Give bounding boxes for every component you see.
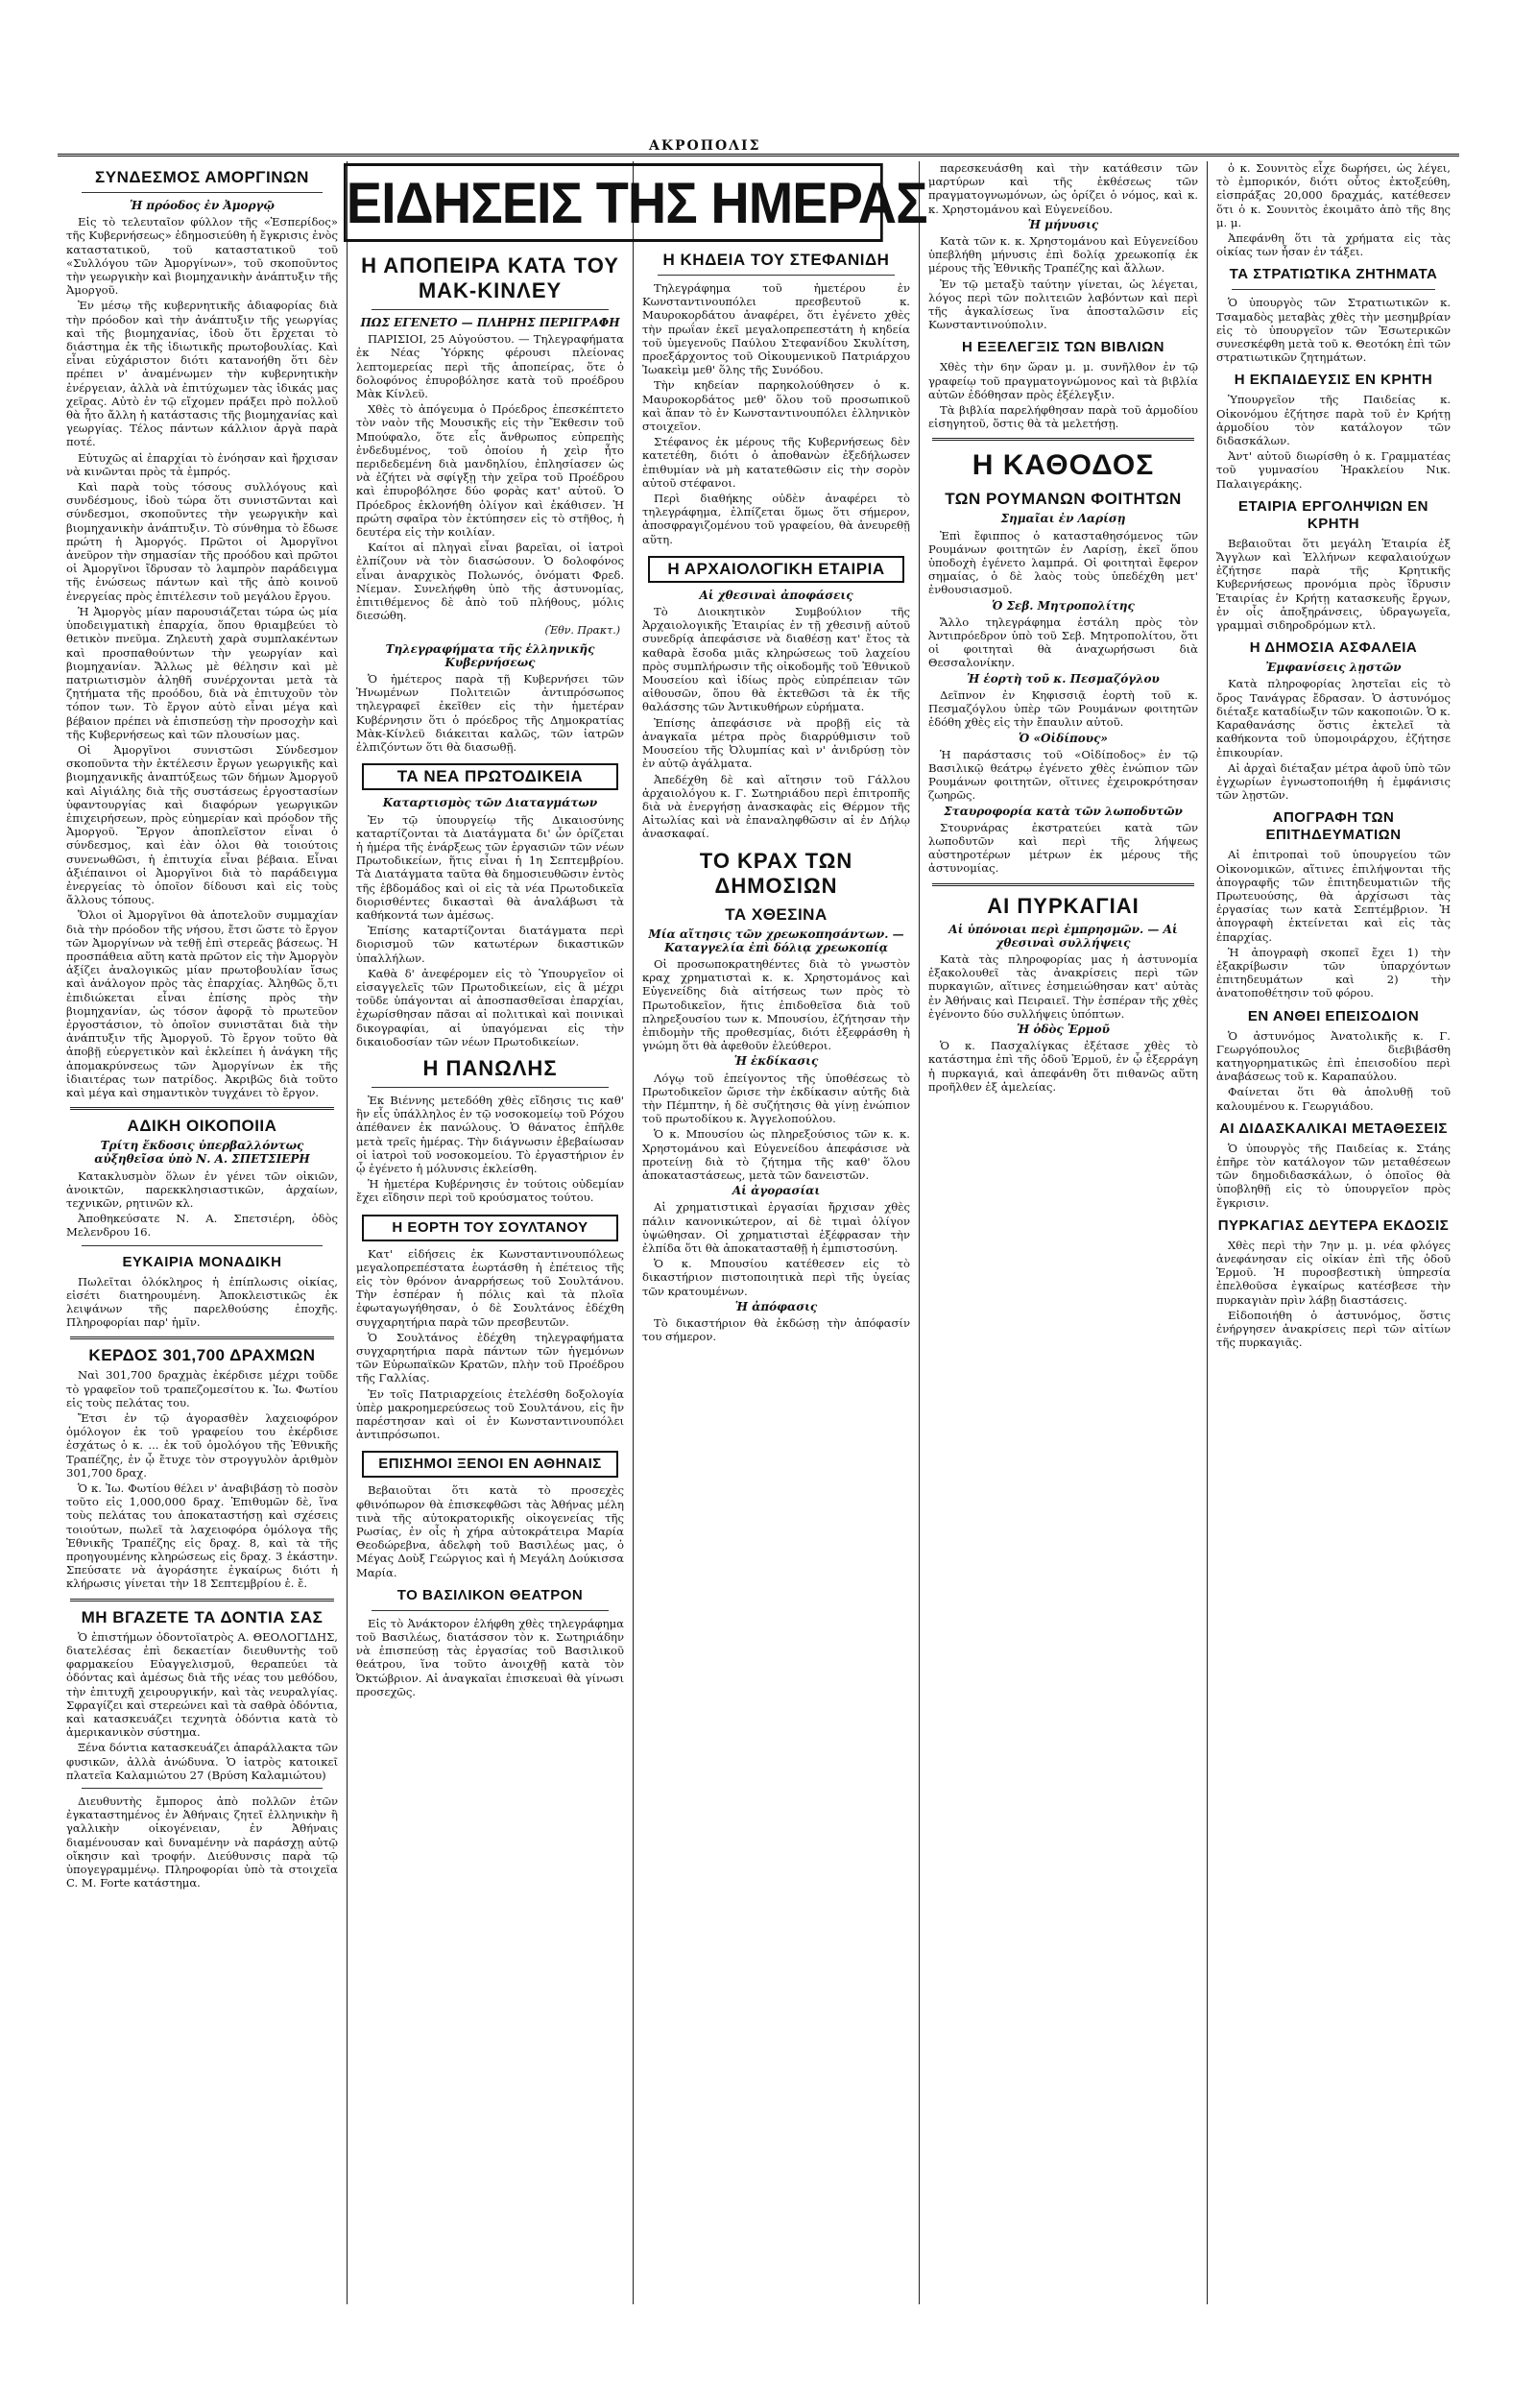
paragraph: παρεσκευάσθη καὶ τὴν κατάθεσιν τῶν μαρτύρων καὶ τῆς ἐκθέσεως τῶν πραγματογνωμόνων, ὡς ὁρίζει ὁ νόμος, καὶ κ. κ. Χρηστομάνου καὶ Εὐγενείδου. (928, 161, 1198, 216)
running-head: ΑΚΡΟΠΟΛΙΣ (643, 138, 766, 154)
paragraph: Ὁ ἡμέτερος παρὰ τῇ Κυβερνήσει τῶν Ἡνωμένων Πολιτειῶν ἀντιπρόσωπος τηλεγραφεῖ ἐκεῖθεν εἰς τὴν ἡμετέραν Κυβέρνησιν ὅτι ὁ πρόεδρος τῆς Δημοκρατίας Μὰκ-Κίνλεϋ διάκειται καλῶς, τῶν ἰατρῶν ἐλπιζόντων ὅτι θὰ διασωθῇ. (356, 672, 624, 755)
column-1 (58, 161, 348, 2304)
subhead: Καταρτισμὸς τῶν Διαταγμάτων (382, 796, 598, 810)
paragraph: Ἐπὶ ἔφιππος ὁ κατασταθησόμενος τῶν Ρουμάνων φοιτητῶν ἐν Λαρίσῃ, ἐκεῖ ὅπου ὑποδοχὴ ἐγένετο λαμπρά. Οἱ φοιτηταὶ ἔφερον σημαίας, ὁ δὲ λαὸς τοὺς ὑπεδέχθη μετ' ἐνθουσιασμοῦ. (928, 528, 1198, 597)
paragraph: Ὅλοι οἱ Ἀμοργῖνοι θὰ ἀποτελοῦν συμμαχίαν διὰ τὴν πρόοδον τῆς νήσου, ἔτσι ὥστε τὸ ἔργον τῶν Ἀμοργίνων νὰ τεθῇ ἐπὶ στερεᾶς βάσεως. Ἡ προσπάθεια αὕτη κατὰ πρῶτον εἰς τὴν Ἀμοργὸν ἀξίζει ἀναλογικῶς μίαν πρωτοβουλίαν ἴσως καὶ ἀνάλογον πρὸς τὰς ἐπαρχίας. Ἀληθῶς ὅ,τι ἐπιδιώκεται εἶναι ἐπίσης πρὸς τὴν βιομηχανίαν, ὡς τόσον ἀφορᾷ τὸ πρωτεῦον ἐργοστάσιον, τὸ ὁποῖον συνιστᾶται διὰ τὴν ἀνάπτυξιν τῆς Ἀμοργοῦ. Τὸ ἔργον τοῦτο θὰ ἀποβῇ εὐεργετικὸν καὶ ἐκλείπει ἡ ἀνάγκη τῆς ἀπομακρύνσεως τῶν Ἀμοργίνων ἐκ τῆς ἰδιαιτέρας των πατρίδος. Ἀκριβῶς διὰ τοῦτο καὶ μέγα καὶ σημαντικὸν τυγχάνει τὸ ἔργον. (66, 908, 338, 1099)
paragraph: Ὁ ὑπουργὸς τῶν Στρατιωτικῶν κ. Τσαμαδὸς μεταβὰς χθὲς τὴν μεσημβρίαν εἰς τὸ ὑπουργεῖον τῶν Ἐσωτερικῶν συνεσκέφθη μετὰ τοῦ κ. Θεοτόκη ἐπὶ τῶν στρατιωτικῶν ζητημάτων. (1216, 296, 1451, 365)
subhead: Αἱ ὑπόνοιαι περὶ ἐμπρησμῶν. — Αἱ χθεσιναὶ συλλήψεις (948, 922, 1178, 950)
headline-kathodos: Η ΚΑΘΟΔΟΣ (972, 449, 1155, 482)
headline-pyrkagiai: ΑΙ ΠΥΡΚΑΓΙΑΙ (987, 893, 1140, 918)
subhead: Ἡ πρόοδος ἐν Ἀμοργῷ (130, 199, 275, 212)
paragraph: Χθὲς τὸ ἀπόγευμα ὁ Πρόεδρος ἐπεσκέπτετο τὸν ναὸν τῆς Μουσικῆς εἰς τὴν Ἔκθεσιν τοῦ Μπούφαλο, ὅτε εἷς ἄνθρωπος εὐπρεπὴς ἐνδεδυμένος, τοῦ ὁποίου ἡ χεὶρ ἦτο περιδεδεμένη διὰ μανδηλίου, ἐπλησίασεν ὡς νὰ ἐζήτει νὰ σφίγξῃ τὴν χεῖρα τοῦ Προέδρου καὶ ἐπυροβόλησε δύο φορὰς κατ' αὐτοῦ. Ὁ Πρόεδρος ἐκλονήθη ὀλίγον καὶ ἐκάθισεν. Ἡ πρώτη σφαῖρα τὸν ἐκτύπησεν εἰς τὸ στῆθος, ἡ δευτέρα εἰς τὴν κοιλίαν. (356, 402, 624, 540)
paragraph: Αἱ ἐπιτροπαὶ τοῦ ὑπουργείου τῶν Οἰκονομικῶν, αἵτινες ἐπιλήψονται τῆς ἀπογραφῆς τῶν ἐπιτηδευματιῶν τῆς Πρωτευούσης, θὰ ἀρχίσωσι τὰς ἐργασίας των κατὰ Σεπτέμβριον. Ἡ ἀπογραφὴ ἐκτείνεται καὶ εἰς τὰς ἐπαρχίας. (1216, 848, 1451, 944)
paragraph: Ἀποθηκεύσατε Ν. Α. Σπετσιέρη, ὁδὸς Μελενδρου 16. (66, 1212, 338, 1240)
headline-theatro: ΤΟ ΒΑΣΙΛΙΚΟΝ ΘΕΑΤΡΟΝ (396, 1586, 584, 1603)
paragraph: Αἱ χρηματιστικαὶ ἐργασίαι ἤρχισαν χθὲς πάλιν κανονικώτερον, αἱ δὲ τιμαὶ ὀλίγον ὑψώθησαν. Οἱ χρηματισταὶ ἐξέφρασαν τὴν ἐλπίδα ὅτι θὰ ἀποκατασταθῇ ἡ ἐμπιστοσύνη. (642, 1200, 910, 1255)
subhead: Μία αἴτησις τῶν χρεωκοπησάντων. — Καταγγελία ἐπὶ δόλιᾳ χρεωκοπίᾳ (648, 927, 904, 954)
divider (70, 1107, 334, 1110)
headline-kideia: Η ΚΗΔΕΙΑ ΤΟΥ ΣΤΕΦΑΝΙΔΗ (662, 251, 890, 269)
paragraph: Ἀπεφάνθη ὅτι τὰ χρήματα εἰς τὰς οἰκίας των ἦσαν ἐν τάξει. (1216, 231, 1451, 259)
subhead: Ὁ «Οἰδίπους» (1019, 731, 1108, 745)
paragraph: Βεβαιοῦται ὅτι κατὰ τὸ προσεχὲς φθινόπωρον θὰ ἐπισκεφθῶσι τὰς Ἀθήνας μέλη τινὰ τῆς αὐτοκρατορικῆς οἰκογενείας τῆς Ρωσίας, ἐν οἷς ἡ χήρα αὐτοκράτειρα Μαρία Θεοδώρεβνα, ἀδελφὴ τοῦ Βασιλέως μας, ὁ Μέγας Δοὺξ Γεώργιος καὶ ἡ Μεγάλη Δούκισσα Μαρία. (356, 1483, 624, 1579)
banner-headline: ΕΙΔΗΣΕΙΣ ΤΗΣ ΗΜΕΡΑΣ (344, 163, 883, 242)
paragraph: Ἐν τοῖς Πατριαρχείοις ἐτελέσθη δοξολογία ὑπὲρ μακροημερεύσεως τοῦ Σουλτάνου, εἰς ἣν παρέστησαν καὶ οἱ ἐν Κωνσταντινουπόλει ἀντιπρόσωποι. (356, 1386, 624, 1442)
paragraph: ΠΑΡΙΣΙΟΙ, 25 Αὐγούστου. — Τηλεγραφήματα ἐκ Νέας Ὑόρκης φέρουσι πλείονας λεπτομερείας περὶ τῆς ἀποπείρας, ὅτε ὁ δολοφόνος ἐπυροβόλησε κατὰ τοῦ προέδρου Μὰκ Κίνλεϋ. (356, 332, 624, 401)
subhead: Ἡ ἐκδίκασις (733, 1054, 819, 1069)
paragraph: Ἀντ' αὐτοῦ διωρίσθη ὁ κ. Γραμματέας τοῦ γυμνασίου Ἡρακλείου Νικ. Παλαιγεράκης. (1216, 449, 1451, 491)
paragraph: Πωλεῖται ὁλόκληρος ἡ ἐπίπλωσις οἰκίας, εἰσέτι διατηρουμένη. Ἀποκλειστικῶς ἐκ λειψάνων τῆς παρελθούσης ἐποχῆς. Πληροφορίαι παρ' ἡμῖν. (66, 1274, 338, 1330)
paragraph: Τηλεγράφημα τοῦ ἡμετέρου ἐν Κωνσταντινουπόλει πρεσβευτοῦ κ. Μαυροκορδάτου ἀναφέρει, ὅτι ἐγένετο χθὲς τὴν πρωΐαν ἐκεῖ μεγαλοπρεπεστάτη ἡ κηδεία τοῦ ὑμεγενοῦς Παύλου Στεφανίδου Σκυλίτση, προεξάρχοντος τοῦ Οἰκουμενικοῦ Πατριάρχου Ἰωακεὶμ μεθ' ὅλης τῆς Συνόδου. (642, 281, 910, 377)
divider (82, 1245, 323, 1246)
paragraph: Ὁ Σουλτάνος ἐδέχθη τηλεγραφήματα συγχαρητήρια παρὰ πάντων τῶν ἡγεμόνων τῶν Εὐρωπαϊκῶν Κρατῶν, πλὴν τοῦ Προέδρου τῆς Γαλλίας. (356, 1330, 624, 1385)
divider (70, 1599, 334, 1601)
headline-dontia: ΜΗ ΒΓΑΖΕΤΕ ΤΑ ΔΟΝΤΙΑ ΣΑΣ (81, 1607, 324, 1626)
paragraph: Χθὲς περὶ τὴν 7ην μ. μ. νέα φλόγες ἀνεφάνησαν εἰς οἰκίαν ἐπὶ τῆς ὁδοῦ Ἑρμοῦ. Ἡ πυροσβεστικὴ ὑπηρεσία ἐπελθοῦσα ἐγκαίρως κατέσβεσε τὴν πυρκαγιὰν πρὶν λάβῃ διαστάσεις. (1216, 1238, 1451, 1307)
divider (372, 1610, 609, 1611)
paragraph: Εἰς τὸ Ἀνάκτορον ἐλήφθη χθὲς τηλεγράφημα τοῦ Βασιλέως, διατάσσον τὸν κ. Σωτηριάδην νὰ ἐπισπεύσῃ τὰς ἐργασίας τοῦ Βασιλικοῦ θεάτρου, ἵνα τοῦτο ἀνοιχθῇ κατὰ τὸν Ὀκτώβριον. Αἱ ἀναγκαῖαι ἐπισκευαὶ θὰ γίνωσι προσεχῶς. (356, 1616, 624, 1698)
source-credit: (Ἐθν. Πρακτ.) (544, 624, 620, 638)
subhead: Αἱ ἀγορασίαι (732, 1184, 821, 1198)
subhead: Ὁ Σεβ. Μητροπολίτης (992, 598, 1135, 613)
headline-chthesina: ΤΑ ΧΘΕΣΙΝΑ (725, 904, 828, 924)
paragraph: Ὁ κ. Ἰω. Φωτίου θέλει ν' ἀναβιβάσῃ τὸ ποσὸν τοῦτο εἰς 1,000,000 δραχ. Ἐπιθυμῶν δὲ, ἵνα τοὺς πελάτας του ἀποκαταστήσῃ καὶ σχέσεις τοιούτων, πωλεῖ τὰ λαχειοφόρα ὁμόλογα τῆς Ἐθνικῆς Τραπέζης εἰς δραχ. 8, καὶ τὰ τῆς προηγουμένης κληρώσεως εἰς δραχ. 3 ἑκάστην. Σπεύσατε νὰ ἀγοράσητε ἐγκαίρως διότι ἡ κλήρωσις γίνεται τὴν 18 Σεπτεμβρίου ἐ. ἔ. (66, 1481, 338, 1591)
paragraph: Ὁ κ. Πασχαλίγκας ἐξέτασε χθὲς τὸ κατάστημα ἐπὶ τῆς ὁδοῦ Ἑρμοῦ, ἐν ᾧ ἐξερράγη ἡ πυρκαγιά, καὶ ἀπεφάνθη ὅτι πιθανῶς αὕτη προῆλθεν ἐξ ἀμελείας. (928, 1039, 1198, 1094)
headline-apopeira: Η ΑΠΟΠΕΙΡΑ ΚΑΤΑ ΤΟΥ ΜΑΚ-ΚΙΝΛΕΥ (361, 253, 619, 302)
subhead: Ἐμφανίσεις λῃστῶν (1265, 661, 1402, 675)
subhead: Σημαῖαι ἐν Λαρίσῃ (1000, 512, 1126, 526)
paragraph: Ἔτσι ἐν τῷ ἀγορασθὲν λαχειοφόρον ὁμόλογον ἐκ τοῦ γραφείου του ἐκέρδισε ἐσχάτως ὁ κ. ... ἐκ τοῦ ὁμολόγου τῆς Ἐθνικῆς Τραπέζης, ἐν ᾧ ἔτυχε τὸν στρογγυλὸν ἀριθμὸν 301,700 δραχ. (66, 1411, 338, 1480)
paragraph: Χθὲς τὴν 6ην ὥραν μ. μ. συνῆλθον ἐν τῷ γραφείῳ τοῦ πραγματογνώμονος καὶ τὰ βιβλία αὐτῶν ἐδόθησαν πρὸς ἐξέλεγξιν. (928, 360, 1198, 401)
paragraph: Τὰ βιβλία παρελήφθησαν παρὰ τοῦ ἀρμοδίου εἰσηγητοῦ, ὅστις θὰ τὰ μελετήσῃ. (928, 403, 1198, 431)
headline-apografi: ΑΠΟΓΡΑΦΗ ΤΩΝ ΕΠΙΤΗΔΕΥΜΑΤΙΩΝ (1265, 809, 1402, 844)
paragraph: Καὶ παρὰ τοὺς τόσους συλλόγους καὶ συνδέσμους, ἰδοὺ τώρα ὅτι συνιστῶνται καὶ σύνδεσμοι, σκοποῦντες τὴν γεωργικὴν καὶ βιομηχανικὴν ἀνάπτυξιν. Τὸ σύνθημα τὸ ἔδωσε πρώτη ἡ Ἀμοργός. Πρῶτοι οἱ Ἀμοργῖνοι ἀνεῦρον τὴν σημασίαν τῆς προόδου καὶ πρῶτοι οἱ Ἀμοργῖνοι ἴδρυσαν τὸ λαμπρὸν παράδειγμα τῆς ἑνώσεως πάντων καὶ τῆς ἀπὸ κοινοῦ ἐνεργείας πρὸς ἐπιτέλεσιν τοῦ μεγάλου ἔργου. (66, 480, 338, 603)
paragraph: Κατ' εἰδήσεις ἐκ Κωνσταντινουπόλεως μεγαλοπρεπέστατα ἑωρτάσθη ἡ ἐπέτειος τῆς εἰς τὸν θρόνον ἀναρρήσεως τοῦ Σουλτάνου. Τὴν ἑσπέραν ἡ πόλις καὶ τὰ πλοῖα ἐφωταγωγήθησαν, ὁ δὲ Σουλτάνος ἐδέχθη συγχαρητήρια παρὰ τῶν πρεσβευτῶν. (356, 1246, 624, 1329)
paragraph: Δεῖπνον ἐν Κηφισσιᾷ ἑορτὴ τοῦ κ. Πεσμαζόγλου ὑπὲρ τῶν Ρουμάνων φοιτητῶν ἐδόθη χθὲς εἰς τὴν ἔπαυλιν αὐτοῦ. (928, 687, 1198, 730)
paragraph: Ἐπίσης ἀπεφάσισε νὰ προβῇ εἰς τὰ ἀναγκαῖα μέτρα πρὸς διαρρύθμισιν τοῦ Μουσείου τῆς Ὀλυμπίας καὶ ν' ἀνιδρύσῃ τὸν ἐν αὐτῷ ἀγάλματα. (642, 715, 910, 771)
subhead: ΠΩΣ ΕΓΕΝΕΤΟ — ΠΛΗΡΗΣ ΠΕΡΙΓΡΑΦΗ (360, 316, 620, 329)
paragraph: Αἱ ἀρχαὶ διέταξαν μέτρα ἀφοῦ ὑπὸ τῶν ἐγχωρίων ἐγνωστοποιήθη ἡ ἐμφάνισις τῶν λῃστῶν. (1216, 760, 1451, 803)
paragraph: Εὐτυχῶς αἱ ἐπαρχίαι τὸ ἐνόησαν καὶ ἤρχισαν νὰ κινῶνται πρὸς τὰ ἐμπρός. (66, 450, 338, 478)
paragraph: Ξένα δόντια κατασκευάζει ἀπαράλλακτα τῶν φυσικῶν, ἀλλὰ ἀνώδυνα. Ὁ ἰατρὸς κατοικεῖ πλατεῖα Καλαμιώτου 27 (Βρύση Καλαμιώτου) (66, 1741, 338, 1782)
newspaper-page (58, 138, 1478, 2304)
headline-kerdos: ΚΕΡΔΟΣ 301,700 ΔΡΑΧΜΩΝ (88, 1346, 316, 1365)
column-5 (1208, 161, 1459, 2304)
subhead: Τηλεγραφήματα τῆς ἑλληνικῆς Κυβερνήσεως (385, 641, 595, 669)
paragraph: Ὁ κ. Μπουσίου ὡς πληρεξούσιος τῶν κ. κ. Χρηστομάνου καὶ Εὐγενείδου ἀπεφάσισε νὰ προτείνῃ διὰ τὸ ζήτημα τῆς καθ' ὅλου ἀποκαταστάσεως, μετὰ τῶν δανειστῶν. (642, 1127, 910, 1182)
masthead-rule (58, 154, 1459, 157)
headline-foitites: ΤΩΝ ΡΟΥΜΑΝΩΝ ΦΟΙΤΗΤΩΝ (945, 490, 1182, 509)
divider (932, 438, 1194, 441)
divider (658, 275, 895, 276)
paragraph: Ἐν μέσῳ τῆς κυβερνητικῆς ἀδιαφορίας διὰ τὴν πρόοδον καὶ τὴν ἀνάπτυξιν τῆς γεωργίας καὶ τῆς βιομηχανίας, ἰδοὺ ὅτι ἔρχεται τὸ διάστημα ἐκ τῆς ἰδιωτικῆς πρωτοβουλίας. Καὶ εἶναι εὐχάριστον διότι κατανοήθη ὅτι δὲν πρέπει ν' ἀναμένωμεν τὴν κυβερνητικὴν ἐνέργειαν, ἀλλὰ νὰ ἐπιτύχωμεν τὰς ἰδικάς μας χεῖρας. Αὐτὸ ἐν τῷ εἴχομεν πράξει πρὸ πολλοῦ θὰ ἦτο ἄλλη ἡ κατάστασις τῆς βιομηχανίας καὶ γεωργίας. Τέλος πάντων κάλλιον ἀργὰ παρὰ ποτέ. (66, 299, 338, 449)
headline-adiki: ΑΔΙΚΗ ΟΙΚΟΠΟΙΙΑ (127, 1117, 277, 1136)
headline-krach: ΤΟ ΚΡΑΧ ΤΩΝ ΔΗΜΟΣΙΩΝ (699, 848, 853, 898)
subhead: Ἡ ἀπόφασις (734, 1299, 818, 1313)
paragraph: Οἱ Ἀμοργῖνοι συνιστῶσι Σύνδεσμον σκοποῦντα τὴν ἐκτέλεσιν ἔργων γεωργικῆς καὶ βιομηχανικῆς ἀναπτύξεως τῶν δήμων Ἀμοργοῦ καὶ Αἰγιάλης διὰ τῆς συστάσεως ἐργοστασίων ὑφαντουργίας καὶ διαφόρων γεωργικῶν ἐπιχειρήσεων, πρὸς εὐημερίαν καὶ πρόοδον τῆς Ἀμοργοῦ. Ἔργον ἀποπλεῖστον εἶναι ὁ σύνδεσμος, καὶ ἐὰν ὁλοι θὰ τοιούτοις συνενωθῶσι, ἡ ἐπιτυχία εἶναι βέβαια. Εἶναι ἀξιέπαινοι οἱ Ἀμοργῖνοι διὰ τὸ παράδειγμα ἐνεργείας τὸ ὁποῖον δίδουσι καὶ εἰς τοὺς ἄλλους τόπους. (66, 742, 338, 907)
headline-exelegxis: Η ΕΞΕΛΕΓΞΙΣ ΤΩΝ ΒΙΒΛΙΩΝ (962, 339, 1164, 356)
subhead: Ἡ ὁδὸς Ἑρμοῦ (1017, 1022, 1110, 1036)
headline-panolis: Η ΠΑΝΩΛΗΣ (422, 1055, 558, 1080)
paragraph: Ἡ ἀπογραφὴ σκοπεῖ ἔχει 1) τὴν ἐξακρίβωσιν τῶν ὑπαρχόντων ἐπιτηδευμάτων καὶ 2) τὴν ἀνατοποθέτησιν τοῦ φόρου. (1216, 945, 1451, 1000)
banner-area (346, 163, 927, 246)
paragraph: Ὁ ἐπιστήμων ὀδοντοϊατρὸς Α. ΘΕΟΛΟΓΙΔΗΣ, διατελέσας ἐπὶ δεκαετίαν διευθυντὴς τοῦ φαρμακείου Εὐαγγελισμοῦ, θεραπεύει τὰ ὀδόντας καὶ ἀμέσως διὰ τῆς νέας του μεθόδου, τὴν ἐπιτυχῆ χειρουργικήν, καὶ τὰς νευραλγίας. Σφραγίζει καὶ στερεώνει καὶ τὰ σαθρὰ ὀδόντια, καὶ κατασκευάζει τεχνητὰ ὁδόντια κατὰ τὸ ἀμερικανικὸν σύστημα. (66, 1629, 338, 1740)
paragraph: Καθὰ δ' ἀνεφέρομεν εἰς τὸ Ὑπουργεῖον οἱ εἰσαγγελεῖς τῶν Πρωτοδικείων, εἰς ἃ μέχρι τοῦδε ὑπάγονται αἱ ἀποσπασθεῖσαι ἐπαρχίαι, ἐχωρίσθησαν πᾶσαι αἱ πολιτικαὶ καὶ ποινικαὶ δικογραφίαι, αἱ ὑπαγόμεναι εἰς τὴν δικαιοδοσίαν τῶν νέων Πρωτοδικείων. (356, 966, 624, 1048)
subhead: Τρίτη ἔκδοσις ὑπερβαλλόντως αὐξηθεῖσα ὑπὸ Ν. Α. ΣΠΕΤΣΙΕΡΗ (94, 1139, 310, 1167)
paragraph: Εἰς τὸ τελευταῖον φύλλον τῆς «Ἑσπερίδος» τῆς Κυβερνήσεως» ἐδημοσιεύθη ἡ ἔγκρισις ἑνὸς καταστατικοῦ, τοῦ καταστατικοῦ τοῦ «Συλλόγου τῶν Ἀμοργίνων», τοῦ σκοποῦντος τὴν γεωργικὴν καὶ βιομηχανικὴν ἀνάπτυξιν τῆς Ἀμοργοῦ. (66, 215, 338, 298)
divider (372, 309, 609, 310)
paragraph: Τὴν κηδείαν παρηκολούθησεν ὁ κ. Μαυροκορδάτος μεθ' ὅλου τοῦ προσωπικοῦ καὶ ἅπαν τὸ ἐν Κωνσταντινουπόλει ἑλληνικὸν στοιχεῖον. (642, 378, 910, 434)
subhead: Ἡ ἑορτὴ τοῦ κ. Πεσμαζόγλου (967, 671, 1160, 686)
headline-ekpaideusis: Η ΕΚΠΑΙΔΕΥΣΙΣ ΕΝ ΚΡΗΤΗ (1234, 372, 1433, 389)
headline-epeisodion: ΕΝ ΑΝΘΕΙ ΕΠΕΙΣΟΔΙΟΝ (1247, 1007, 1420, 1024)
paragraph: Ἐκ Βιέννης μετεδόθη χθὲς εἴδησις τις καθ' ἣν εἷς ὑπάλληλος ἐν τῷ νοσοκομείῳ τοῦ Ρόχου ἀπέθανεν ἐκ πανώλους. Ὁ θάνατος ἐπῆλθε μετὰ τρεῖς ἡμέρας. Τὴν διάγνωσιν ἐβεβαίωσαν οἱ ἰατροὶ τοῦ νοσοκομείου. Τὸ ἐργαστήριον ἐν ᾧ ἐγένετο ἡ μόλυνσις ἐκλείσθη. (356, 1093, 624, 1175)
divider (932, 883, 1194, 886)
headline-stratiotika: ΤΑ ΣΤΡΑΤΙΩΤΙΚΑ ΖΗΤΗΜΑΤΑ (1229, 266, 1438, 283)
paragraph: Ἡ ἡμετέρα Κυβέρνησις ἐν τούτοις οὐδεμίαν ἔχει εἴδησιν περὶ τοῦ κρούσματος τούτου. (356, 1177, 624, 1205)
paragraph: Κατακλυσμὸν ὅλων ἐν γένει τῶν οἰκιῶν, ἀνοικτῶν, παρεκκλησιαστικῶν, ἀρχαίων, τεχνικῶν, ρητινῶν κλ. (66, 1168, 338, 1211)
paragraph: Διευθυντὴς ἔμπορος ἀπὸ πολλῶν ἐτῶν ἐγκαταστημένος ἐν Ἀθήναις ζητεῖ ἑλληνικὴν ἢ γαλλικὴν οἰκογένειαν, ἐν Ἀθήναις διαμένουσαν καὶ δυναμένην νὰ παράσχῃ αὐτῷ οἴκησιν καὶ τροφήν. Διεύθυνσις παρὰ τῷ ὑπογεγραμμένῳ. Πληροφορίαι ὑπὸ τὰ στοιχεῖα C. M. Forte κατάστημα. (66, 1794, 338, 1890)
columns (58, 161, 1459, 2304)
headline-eukairia: ΕΥΚΑΙΡΙΑ ΜΟΝΑΔΙΚΗ (122, 1253, 282, 1270)
paragraph: Κατὰ τὰς πληροφορίας μας ἡ ἀστυνομία ἐξακολουθεῖ τὰς ἀνακρίσεις περὶ τῶν πυρκαγιῶν, αἵτινες ἐσημειώθησαν κατ' αὐτὰς ἐν Ἀθήναις καὶ Πειραιεῖ. Τὴν ἑσπέραν τῆς χθὲς ἐγένοντο δύο συλλήψεις ὑπόπτων. (928, 951, 1198, 1021)
paragraph: Στουρνάρας ἐκστρατεύει κατὰ τῶν λωποδυτῶν καὶ περὶ τῆς λήψεως αὐστηροτέρων μέτρων ἐκ μέρους τῆς ἀστυνομίας. (928, 820, 1198, 876)
divider (1232, 289, 1435, 290)
paragraph: Ἐπίσης καταρτίζονται διατάγματα περὶ διορισμοῦ τῶν κατωτέρων δικαστικῶν ὑπαλλήλων. (356, 924, 624, 965)
headline-metatheseis: ΑΙ ΔΙΔΑΣΚΑΛΙΚΑΙ ΜΕΤΑΘΕΣΕΙΣ (1219, 1120, 1448, 1137)
headline-eorti: Η ΕΟΡΤΗ ΤΟΥ ΣΟΥΛΤΑΝΟΥ (362, 1215, 618, 1241)
paragraph: Καίτοι αἱ πληγαὶ εἶναι βαρεῖαι, οἱ ἰατροὶ ἐλπίζουν νὰ τὸν διασώσουν. Ὁ δολοφόνος εἶναι ἀναρχικὸς Πολωνός, ὀνόματι Φρεδ. Νίεμαν. Συνελήφθη ὑπὸ τῆς ἀστυνομίας, ἐπιτιθέμενος δὲ ἀπὸ τοῦ πλήθους, μόλις διεσώθη. (356, 541, 624, 623)
paragraph: Κατὰ πληροφορίας ληστεῖαι εἰς τὸ ὄρος Τανάγρας ἔδρασαν. Ὁ ἀστυνόμος διέταξε καταδίωξιν τῶν κακοποιῶν. Ὁ κ. Καραθανάσης ὅστις ἐκτελεῖ τὰ καθήκοντα τοῦ ὑπομοιράρχου, ἐζήτησε ἐπικουρίαν. (1216, 677, 1451, 759)
column-3 (634, 161, 920, 2304)
paragraph: Οἱ προσωποκρατηθέντες διὰ τὸ γνωστὸν κραχ χρηματισταὶ κ. κ. Χρηστομάνος καὶ Εὐγενείδης διὰ αἰτήσεως των πρὸς τὸ Πρωτοδικεῖον, ἥτις ἐπιδοθεῖσα διὰ τοῦ πληρεξουσίου των κ. Μπουσίου, ἐζήτησαν τὴν ἐπιδομὴν τῆς προθεσμίας, διότι ἐξεφράσθη ἡ γνώμη ὅτι θὰ ἀφεθοῦν ἐλεύθεροι. (642, 956, 910, 1053)
paragraph: Ἄλλο τηλεγράφημα ἐστάλη πρὸς τὸν Ἀντιπρόεδρον ὑπὸ τοῦ Σεβ. Μητροπολίτου, ὅτι οἱ φοιτηταὶ θὰ ἀναχωρήσωσι διὰ Θεσσαλονίκην. (928, 614, 1198, 670)
column-4 (920, 161, 1208, 2304)
paragraph: Ἀπεδέχθη δὲ καὶ αἴτησιν τοῦ Γάλλου ἀρχαιολόγου κ. Γ. Σωτηριάδου περὶ ἐπιτροπῆς διὰ νὰ ἐνεργήσῃ ἀνασκαφὰς εἰς Θέρμον τῆς Αἰτωλίας καὶ νὰ ἐπαναληφθῶσιν αἱ ἐν Δήλῳ ἀνασκαφαί. (642, 772, 910, 841)
subhead: Σταυροφορία κατὰ τῶν λωποδυτῶν (944, 804, 1183, 818)
subhead: Ἡ μήνυσις (1027, 217, 1099, 231)
paragraph: Στέφανος ἐκ μέρους τῆς Κυβερνήσεως δὲν κατετέθη, διότι ὁ ἀποθανὼν ἐξεδήλωσεν ἐπιθυμίαν νὰ μὴ κατατεθῶσιν εἰς τὴν σορὸν αὐτοῦ στέφανοι. (642, 435, 910, 490)
headline-etairia: ΕΤΑΙΡΙΑ ΕΡΓΟΛΗΨΙΩΝ ΕΝ ΚΡΗΤΗ (1237, 497, 1429, 532)
divider (82, 192, 323, 193)
paragraph: Κατὰ τῶν κ. κ. Χρηστομάνου καὶ Εὐγενείδου ὑπεβλήθη μήνυσις ἐπὶ δολίᾳ χρεωκοπίᾳ ἐκ μέρους τῆς Ἐθνικῆς Τραπέζης καὶ ἄλλων. (928, 234, 1198, 276)
headline-amorgos: ΣΥΝΔΕΣΜΟΣ ΑΜΟΡΓΙΝΩΝ (95, 168, 309, 186)
paragraph: ὁ κ. Σουνιτὸς εἶχε δωρήσει, ὡς λέγει, τὸ ἐμπορικόν, διότι οὗτος ἐκτοξεύθη, εἰσπράξας 20,000 δραχμάς, κατέθεσεν ὅτι ὁ κ. Σουνιτὸς ἐκοιμᾶτο ἀπὸ τῆς 8ης μ. μ. (1216, 161, 1451, 229)
paragraph: Περὶ διαθήκης οὐδὲν ἀναφέρει τὸ τηλεγράφημα, ἐλπίζεται ὅμως ὅτι σήμερον, ἀποσφραγιζομένου τοῦ γραφείου, θὰ ἀνευρεθῇ αὕτη. (642, 492, 910, 546)
paragraph: Ναὶ 301,700 δραχμὰς ἐκέρδισε μέχρι τοῦδε τὸ γραφεῖον τοῦ τραπεζομεσίτου κ. Ἰω. Φωτίου εἰς τοὺς πελάτας του. (66, 1368, 338, 1409)
paragraph: Ἐν τῷ ὑπουργείῳ τῆς Δικαιοσύνης καταρτίζονται τὰ Διατάγματα δι' ὧν ὁρίζεται ἡ ἡμέρα τῆς ἐνάρξεως τῶν ἐργασιῶν τῶν νέων Πρωτοδικείων, ἥτις εἶναι ἡ 1η Σεπτεμβρίου. Τὰ Διατάγματα ταῦτα θὰ δημοσιευθῶσιν ἐντὸς τῆς ἑβδομάδος καὶ οἱ εἰς τὰ νέα Πρωτοδικεῖα διορισθέντες δικασταὶ θὰ ἀναλάβωσι τὰ καθήκοντά των ἀμέσως. (356, 812, 624, 922)
paragraph: Ὁ κ. Μπουσίου κατέθεσεν εἰς τὸ δικαστήριον πιστοποιητικὰ περὶ τῆς ὑγείας τῶν κρατουμένων. (642, 1257, 910, 1298)
paragraph: Ἡ παράστασις τοῦ «Οἰδίποδος» ἐν τῷ Βασιλικῷ θεάτρῳ ἐγένετο χθὲς ἐνώπιον τῶν Ρουμάνων φοιτητῶν, οἵτινες ἐχειροκρότησαν ζωηρῶς. (928, 747, 1198, 803)
paragraph: Ἐν τῷ μεταξὺ ταύτην γίνεται, ὡς λέγεται, λόγος περὶ τῶν πολιτειῶν λαβόντων καὶ περὶ τῆς ἀγκαλίσεως ἵνα ἀποσταλῶσιν εἰς Κωνσταντινούπολιν. (928, 277, 1198, 332)
headline-archaiologiki: Η ΑΡΧΑΙΟΛΟΓΙΚΗ ΕΤΑΙΡΙΑ (648, 556, 904, 583)
paragraph: Ὁ ὑπουργὸς τῆς Παιδείας κ. Στάης ἐπῆρε τὸν κατάλογον τῶν μεταθέσεων τῶν δημοδιδασκάλων, ὁ ὁποῖος θὰ ὑποβληθῇ εἰς τὸ ὑπουργεῖον πρὸς ἔγκρισιν. (1216, 1141, 1451, 1210)
divider (82, 1788, 323, 1789)
headline-asfaleia: Η ΔΗΜΟΣΙΑ ΑΣΦΑΛΕΙΑ (1249, 639, 1418, 657)
headline-protodikeia: ΤΑ ΝΕΑ ΠΡΩΤΟΔΙΚΕΙΑ (362, 763, 618, 790)
paragraph: Φαίνεται ὅτι θὰ ἀπολυθῇ τοῦ καλουμένου κ. Γεωργιάδου. (1216, 1085, 1451, 1113)
paragraph: Τὸ δικαστήριον θὰ ἐκδώσῃ τὴν ἀπόφασίν του σήμερον. (642, 1316, 910, 1344)
divider (70, 1336, 334, 1339)
divider (372, 1087, 609, 1088)
paragraph: Εἰδοποιήθη ὁ ἀστυνόμος, ὅστις ἐνήργησεν ἀνακρίσεις περὶ τῶν αἰτίων τῆς πυρκαγιᾶς. (1216, 1308, 1451, 1350)
paragraph: Λόγῳ τοῦ ἐπείγοντος τῆς ὑποθέσεως τὸ Πρωτοδικεῖον ὥρισε τὴν ἐκδίκασιν αὐτῆς διὰ τὴν Πέμπτην, ἡ δὲ συζήτησις θὰ γίνῃ ἐνώπιον τοῦ πρωτοδίκου κ. Ἀγγελοπούλου. (642, 1071, 910, 1126)
paragraph: Τὸ Διοικητικὸν Συμβούλιον τῆς Ἀρχαιολογικῆς Ἑταιρίας ἐν τῇ χθεσινῇ αὐτοῦ συνεδρίᾳ ἀπεφάσισε νὰ διαθέσῃ κατ' ἔτος τὰ καθαρὰ ἔσοδα μιᾶς κληρώσεως τοῦ λαχείου πρὸς συμπλήρωσιν τῆς οἰκοδομῆς τοῦ Ἐθνικοῦ Μουσείου καὶ ἰδίως πρὸς εὐπρέπειαν τῶν αἰθουσῶν, ὅπου θὰ ἐκτεθῶσι τὰ ἐκ τῆς θαλάσσης τῶν Ἀντικυθήρων εὑρήματα. (642, 605, 910, 714)
paragraph: Ἡ Ἀμοργὸς μίαν παρουσιάζεται τώρα ὡς μία ὑποδειγματικὴ ἐπαρχία, ὅπου θριαμβεύει τὸ θετικὸν πνεῦμα. Ζηλευτὴ χαρὰ συμπλακέντων καὶ προσπαθούντων τὴν γεωργίαν καὶ βιομηχανίαν. Ἄλλως μὲ θέλησιν καὶ μὲ πατριωτισμὸν ἀληθῆ συνέρχονται μετὰ τὰ ζητήματα τῆς προόδου, διὰ νὰ ἐπιτυχοῦν τὸν τόπον των. Τὸ ἔργον αὐτὸ εἶναι μέγα καὶ βέβαιον πρέπει νὰ ἐπισπεύσῃ τὴν προσοχὴν καὶ τῆς Κυβερνήσεως καὶ τῶν πλουσίων μας. (66, 604, 338, 741)
paragraph: Βεβαιοῦται ὅτι μεγάλη Ἑταιρία ἐξ Ἄγγλων καὶ Ἑλλήνων κεφαλαιούχων ἐζήτησε παρὰ τῆς Κρητικῆς Κυβερνήσεως προνόμια πρὸς ἵδρυσιν Ἑταιρίας ἐν Κρήτῃ κατασκευῆς ἔργων, ἐν οἷς ἀποξηράνσεις, ὑδραγωγεῖα, γραμμαὶ σιδηροδρόμων κτλ. (1216, 536, 1451, 633)
headline-xenoi: ΕΠΙΣΗΜΟΙ ΞΕΝΟΙ ΕΝ ΑΘΗΝΑΙΣ (362, 1451, 618, 1478)
paragraph: Ὑπουργεῖον τῆς Παιδείας κ. Οἰκονόμου ἐζήτησε παρὰ τοῦ ἐν Κρήτῃ ἀρμοδίου τὸν κατάλογον τῶν διδασκάλων. (1216, 393, 1451, 448)
subhead: Αἱ χθεσιναὶ ἀποφάσεις (699, 588, 853, 602)
paragraph: Ὁ ἀστυνόμος Ἀνατολικῆς κ. Γ. Γεωργόπουλος διεβιβάσθη κατηγορηματικῶς ἐπὶ ἐπεισοδίου περὶ ἀναβάσεως τοῦ κ. Καραπαύλου. (1216, 1028, 1451, 1084)
headline-deutera-ekdosis: ΠΥΡΚΑΓΙΑΣ ΔΕΥΤΕΡΑ ΕΚΔΟΣΙΣ (1217, 1216, 1450, 1234)
